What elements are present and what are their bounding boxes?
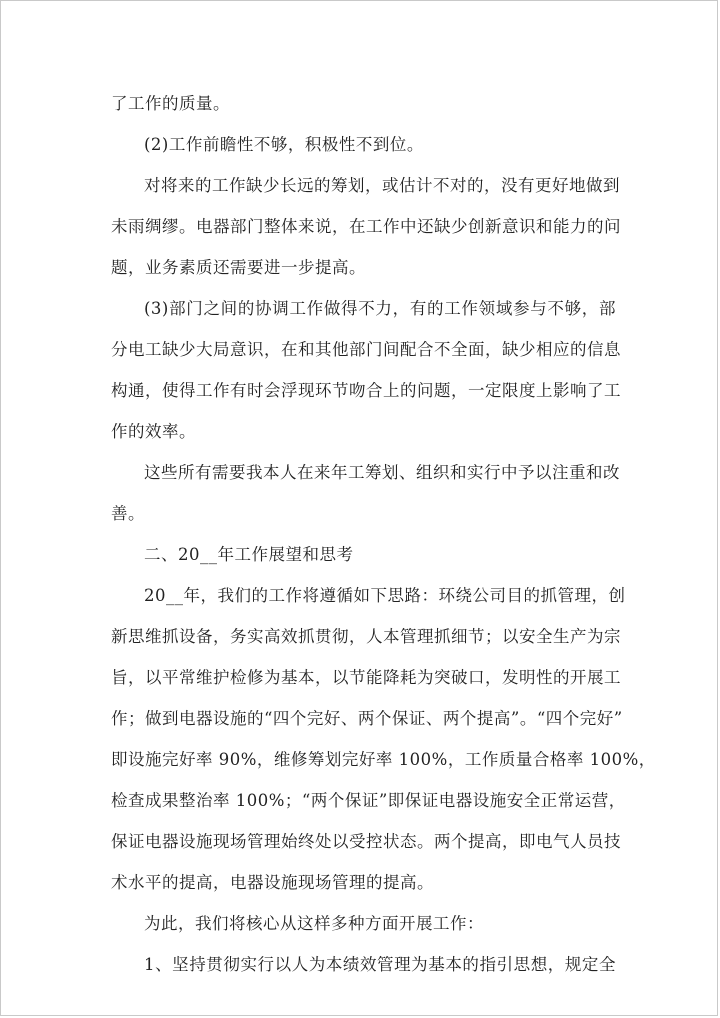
text-line: (3)部门之间的协调工作做得不力，有的工作领域参与不够，部 <box>144 299 616 318</box>
text-line: 作的效率。 <box>111 422 196 441</box>
text-line: 善。 <box>111 504 145 523</box>
text-line: 这些所有需要我本人在来年工筹划、组织和实行中予以注重和改 <box>144 463 620 482</box>
document-body <box>111 83 656 985</box>
text-line: 检查成果整治率 100%；“两个保证”即保证电器设施安全正常运营， <box>111 791 626 810</box>
text-line: 保证电器设施现场管理始终处以受控状态。两个提高，即电气人员技 <box>111 832 621 851</box>
text-line: 未雨绸缪。电器部门整体来说，在工作中还缺少创新意识和能力的问 <box>111 217 621 236</box>
text-line: 了工作的质量。 <box>111 94 230 113</box>
text-line: (2)工作前瞻性不够，积极性不到位。 <box>144 135 424 154</box>
text-line: 构通，使得工作有时会浮现环节吻合上的问题，一定限度上影响了工 <box>111 381 621 400</box>
text-line: 即设施完好率 90%，维修筹划完好率 100%，工作质量合格率 100%， <box>111 750 656 769</box>
text-line: 旨，以平常维护检修为基本，以节能降耗为突破口，发明性的开展工 <box>111 668 621 687</box>
text-line: 题，业务素质还需要进一步提高。 <box>111 258 366 277</box>
text-line: 新思维抓设备，务实高效抓贯彻，人本管理抓细节；以安全生产为宗 <box>111 627 621 646</box>
text-line: 作；做到电器设施的“四个完好、两个保证、两个提高”。“四个完好” <box>111 709 623 728</box>
text-line: 20__年，我们的工作将遵循如下思路：环绕公司目的抓管理，创 <box>144 586 626 605</box>
text-line: 术水平的提高，电器设施现场管理的提高。 <box>111 873 434 892</box>
text-line: 二、20__年工作展望和思考 <box>144 545 354 564</box>
text-line: 1、坚持贯彻实行以人为本绩效管理为基本的指引思想，规定全 <box>144 955 616 974</box>
text-line: 为此，我们将核心从这样多种方面开展工作： <box>144 914 484 933</box>
text-line: 分电工缺少大局意识，在和其他部门间配合不全面，缺少相应的信息 <box>111 340 621 359</box>
text-line: 对将来的工作缺少长远的筹划，或估计不对的，没有更好地做到 <box>144 176 620 195</box>
